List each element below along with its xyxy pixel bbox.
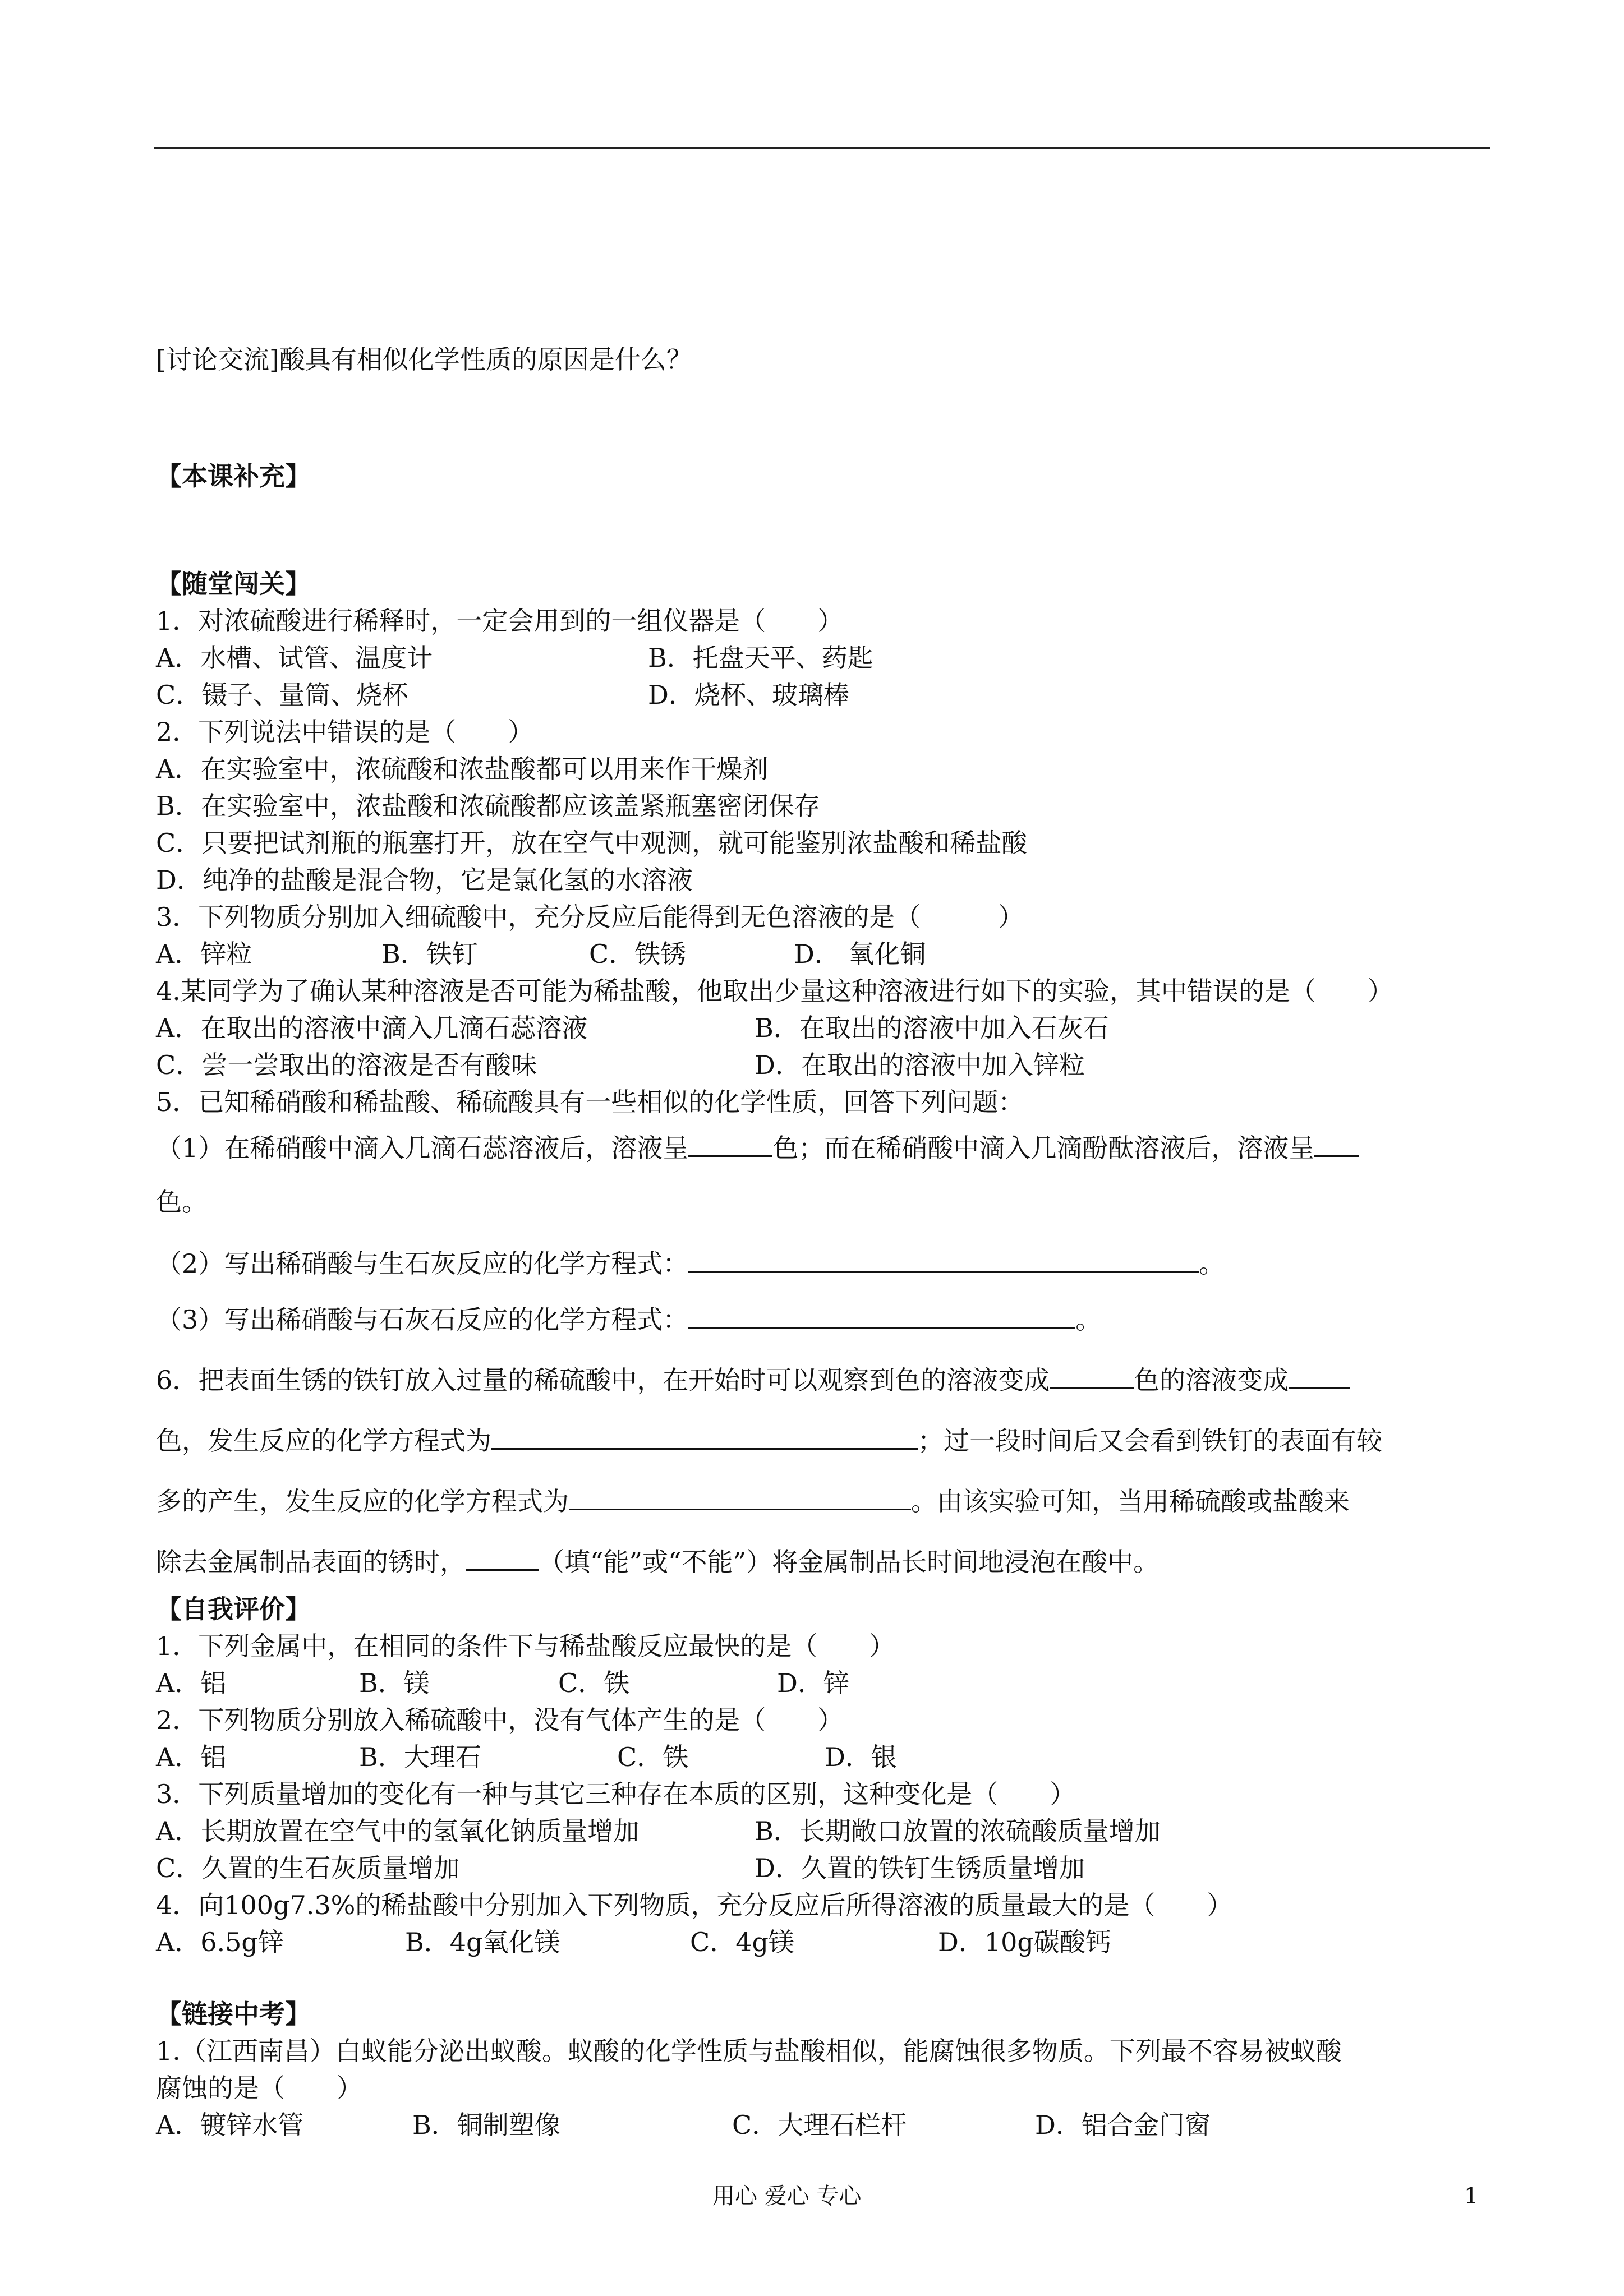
self-eval-q4-option-d: D．10g碳酸钙 (938, 1927, 1111, 1957)
quiz-q1: 1．对浓硫酸进行稀释时，一定会用到的一组仪器是（ ） (156, 606, 844, 636)
quiz-q3-option-a: A．锌粒 (156, 939, 252, 969)
quiz-q5-part1-text-b: 色；而在稀硝酸中滴入几滴酚酞溶液后，溶液呈 (772, 1133, 1315, 1163)
quiz-q5-part1-text-a: （1）在稀硝酸中滴入几滴石蕊溶液后，溶液呈 (156, 1133, 689, 1163)
period: 。 (1199, 1248, 1225, 1279)
quiz-q6-text: 。由该实验可知，当用稀硫酸或盐酸来 (911, 1486, 1350, 1516)
answer-blank[interactable] (1289, 1365, 1350, 1389)
self-eval-q3-option-c: C．久置的生石灰质量增加 (156, 1853, 460, 1883)
quiz-q6-text: 色的溶液变成 (1134, 1365, 1289, 1395)
answer-blank[interactable] (688, 1304, 1075, 1329)
quiz-q1-option-c: C．镊子、量筒、烧杯 (156, 680, 408, 710)
quiz-q6-text: （填“能”或“不能”）将金属制品长时间地浸泡在酸中。 (539, 1547, 1160, 1577)
self-eval-q3: 3．下列质量增加的变化有一种与其它三种存在本质的区别，这种变化是（ ） (156, 1779, 1076, 1809)
self-eval-q2: 2．下列物质分别放入稀硫酸中，没有气体产生的是（ ） (156, 1705, 844, 1735)
quiz-q3-option-c: C．铁锈 (589, 939, 687, 969)
self-eval-q4-option-b: B．4g氧化镁 (405, 1927, 560, 1957)
answer-blank[interactable] (688, 1248, 1199, 1273)
section-self-eval-heading: 【自我评价】 (156, 1594, 311, 1624)
exam-link-q1-option-a: A．镀锌水管 (156, 2110, 304, 2140)
quiz-q5-part2 (156, 1248, 1225, 1279)
quiz-q4: 4.某同学为了确认某种溶液是否可能为稀盐酸，他取出少量这种溶液进行如下的实验，其中错误的是（ ） (156, 976, 1393, 1006)
section-exam-link-heading: 【链接中考】 (156, 1999, 311, 2029)
self-eval-q1-option-d: D．锌 (777, 1668, 849, 1698)
quiz-q1-option-d: D．烧杯、玻璃棒 (648, 680, 849, 710)
quiz-q4-option-b: B．在取出的溶液中加入石灰石 (755, 1013, 1109, 1043)
quiz-q6-text: 多的产生，发生反应的化学方程式为 (156, 1486, 569, 1516)
quiz-q6-text: 除去金属制品表面的锈时， (156, 1547, 466, 1577)
self-eval-q3-option-d: D．久置的铁钉生锈质量增加 (755, 1853, 1085, 1883)
self-eval-q2-option-d: D．银 (825, 1742, 897, 1772)
quiz-q6-text: 6．把表面生锈的铁钉放入过量的稀硫酸中，在开始时可以观察到色的溶液变成 (156, 1365, 1050, 1395)
self-eval-q4: 4．向100g7.3%的稀盐酸中分别加入下列物质，充分反应后所得溶液的质量最大的是（ ） (156, 1890, 1233, 1920)
quiz-q3-option-b: B．铁钉 (381, 939, 478, 969)
quiz-q6-text: ；过一段时间后又会看到铁钉的表面有较 (918, 1426, 1382, 1456)
quiz-q6-text: 色，发生反应的化学方程式为 (156, 1426, 491, 1456)
quiz-q3: 3．下列物质分别加入细硫酸中，充分反应后能得到无色溶液的是（ ） (156, 902, 1024, 932)
self-eval-q3-option-a: A．长期放置在空气中的氢氧化钠质量增加 (156, 1816, 640, 1846)
self-eval-q1-option-b: B．镁 (359, 1668, 430, 1698)
quiz-q5-part3 (156, 1304, 1101, 1333)
answer-blank[interactable] (569, 1486, 911, 1510)
quiz-q4-option-d: D．在取出的溶液中加入锌粒 (755, 1050, 1085, 1080)
exam-link-q1-line2: 腐蚀的是（ ） (156, 2073, 362, 2103)
quiz-q3-option-d: D． 氧化铜 (794, 939, 926, 969)
quiz-q5: 5．已知稀硝酸和稀盐酸、稀硫酸具有一些相似的化学性质，回答下列问题： (156, 1087, 1024, 1117)
quiz-q2: 2．下列说法中错误的是（ ） (156, 717, 534, 747)
self-eval-q1-option-a: A．铝 (156, 1668, 227, 1698)
self-eval-q1-option-c: C．铁 (558, 1668, 630, 1698)
self-eval-q2-option-a: A．铝 (156, 1742, 227, 1772)
answer-blank[interactable] (491, 1426, 918, 1450)
answer-blank[interactable] (466, 1547, 539, 1571)
exam-link-q1-line1: 1.（江西南昌）白蚁能分泌出蚁酸。蚁酸的化学性质与盐酸相似，能腐蚀很多物质。下列最不容易被蚁酸 (156, 2036, 1342, 2066)
period: 。 (1075, 1304, 1102, 1335)
quiz-q5-part1-end: 色。 (156, 1187, 208, 1217)
quiz-q1-option-b: B．托盘天平、药匙 (648, 643, 873, 673)
self-eval-q1: 1．下列金属中，在相同的条件下与稀盐酸反应最快的是（ ） (156, 1631, 895, 1661)
quiz-q5-part2-text: （2）写出稀硝酸与生石灰反应的化学方程式： (156, 1248, 689, 1279)
exam-link-q1-option-d: D．铝合金门窗 (1035, 2110, 1211, 2140)
self-eval-q2-option-c: C．铁 (617, 1742, 689, 1772)
quiz-q6-line2 (156, 1426, 1382, 1454)
self-eval-q2-option-b: B．大理石 (359, 1742, 481, 1772)
quiz-q1-option-a: A．水槽、试管、温度计 (156, 643, 433, 673)
quiz-q6-line3 (156, 1486, 1350, 1514)
self-eval-q3-option-b: B．长期敞口放置的浓硫酸质量增加 (755, 1816, 1161, 1846)
quiz-q2-option-a: A．在实验室中，浓硫酸和浓盐酸都可以用来作干燥剂 (156, 754, 769, 784)
answer-blank[interactable] (1314, 1133, 1359, 1157)
page-number: 1 (1464, 2183, 1479, 2209)
quiz-q2-option-d: D．纯净的盐酸是混合物，它是氯化氢的水溶液 (156, 865, 693, 895)
header-rule (154, 147, 1490, 149)
answer-blank[interactable] (1050, 1365, 1134, 1389)
quiz-q6-line1 (156, 1365, 1350, 1393)
section-supplement-heading: 【本课补充】 (156, 461, 311, 491)
exam-link-q1-option-b: B．铜制塑像 (412, 2110, 560, 2140)
quiz-q5-part3-text: （3）写出稀硝酸与石灰石反应的化学方程式： (156, 1304, 689, 1335)
discussion-question: [讨论交流]酸具有相似化学性质的原因是什么？ (156, 344, 692, 375)
quiz-q4-option-c: C．尝一尝取出的溶液是否有酸味 (156, 1050, 537, 1080)
quiz-q5-part1 (156, 1133, 1359, 1161)
answer-blank[interactable] (688, 1133, 772, 1157)
exam-link-q1-option-c: C．大理石栏杆 (732, 2110, 907, 2140)
quiz-q2-option-c: C．只要把试剂瓶的瓶塞打开，放在空气中观测，就可能鉴别浓盐酸和稀盐酸 (156, 828, 1028, 858)
quiz-q2-option-b: B．在实验室中，浓盐酸和浓硫酸都应该盖紧瓶塞密闭保存 (156, 791, 820, 821)
self-eval-q4-option-a: A．6.5g锌 (156, 1927, 284, 1957)
section-quiz-heading: 【随堂闯关】 (156, 569, 311, 599)
quiz-q6-line4 (156, 1547, 1159, 1575)
quiz-q4-option-a: A．在取出的溶液中滴入几滴石蕊溶液 (156, 1013, 588, 1043)
self-eval-q4-option-c: C．4g镁 (690, 1927, 794, 1957)
footer-motto: 用心 爱心 专心 (712, 2183, 862, 2209)
